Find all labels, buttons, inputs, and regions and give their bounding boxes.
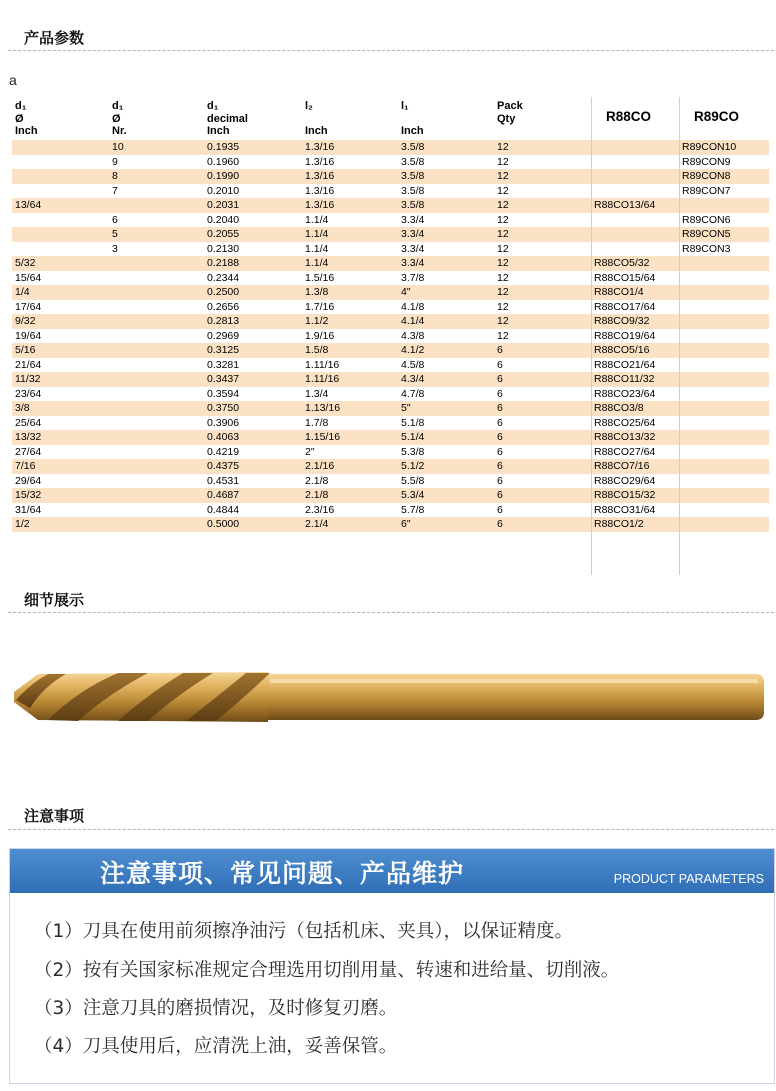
table-cell: 5 — [112, 228, 118, 240]
table-cell: 0.3281 — [207, 358, 240, 371]
stray-text: a — [9, 72, 17, 88]
table-cell: R89CON9 — [682, 155, 731, 168]
table-cell: 6 — [497, 373, 503, 385]
note-item: （2）按有关国家标准规定合理选用切削用量、转速和进给量、切削液。 — [34, 960, 620, 981]
table-cell: 2.1/8 — [305, 474, 329, 487]
table-cell: 1.13/16 — [305, 402, 341, 414]
spec-table — [12, 97, 769, 532]
table-cell: 3.5/8 — [401, 184, 425, 197]
table-row — [12, 416, 769, 431]
table-cell: 1/4 — [15, 286, 30, 298]
table-cell: 12 — [497, 271, 509, 284]
table-cell: 1/2 — [15, 518, 30, 530]
table-cell: 6 — [497, 431, 503, 443]
table-cell: 0.2344 — [207, 271, 240, 284]
table-cell: 12 — [497, 242, 509, 255]
table-header-cell: d₁ Ø Inch — [15, 100, 38, 137]
table-cell: 6 — [497, 387, 503, 400]
column-divider — [591, 140, 592, 575]
note-item: （1）刀具在使用前须擦净油污（包括机床、夹具），以保证精度。 — [34, 921, 574, 942]
table-cell: 13/32 — [15, 431, 42, 443]
section-divider — [8, 50, 774, 51]
table-cell: 1.7/8 — [305, 416, 329, 429]
table-cell: R88CO31/64 — [594, 503, 656, 516]
table-cell: R89CON10 — [682, 141, 737, 153]
table-cell: R88CO29/64 — [594, 474, 656, 487]
table-cell: 1.3/16 — [305, 170, 335, 182]
note-item: （3）注意刀具的磨损情况，及时修复刃磨。 — [34, 998, 398, 1019]
table-cell: 4.5/8 — [401, 358, 425, 371]
table-cell: 1.1/4 — [305, 257, 329, 269]
table-cell: R89CON3 — [682, 242, 731, 255]
table-cell: 12 — [497, 155, 509, 168]
table-cell: 11/32 — [15, 373, 41, 385]
table-cell: 5.3/8 — [401, 445, 425, 458]
table-cell: 12 — [497, 257, 509, 269]
table-cell: 1.3/16 — [305, 141, 335, 153]
table-cell: 1.3/4 — [305, 387, 329, 400]
table-cell: 1.3/16 — [305, 199, 335, 211]
table-cell: R88CO17/64 — [594, 300, 656, 313]
table-cell: 0.3125 — [207, 344, 240, 356]
table-row — [12, 503, 769, 518]
table-cell: 3.3/4 — [401, 213, 425, 226]
table-cell: 1.1/4 — [305, 228, 329, 240]
table-row — [12, 213, 769, 228]
table-cell: 1.1/4 — [305, 213, 329, 226]
table-row — [12, 430, 769, 445]
table-cell: 4.3/8 — [401, 329, 425, 342]
table-cell: 5/32 — [15, 257, 36, 269]
table-cell: R88CO15/32 — [594, 489, 656, 501]
table-cell: 5/16 — [15, 344, 36, 356]
table-cell: 12 — [497, 315, 509, 327]
table-cell: 0.2031 — [207, 199, 240, 211]
table-cell: 29/64 — [15, 474, 42, 487]
table-row — [12, 387, 769, 402]
table-cell: R89CON7 — [682, 184, 731, 197]
table-cell: 0.1935 — [207, 141, 240, 153]
table-cell: 0.3906 — [207, 416, 240, 429]
table-cell: 6 — [497, 518, 503, 530]
column-divider — [679, 140, 680, 575]
table-cell: 12 — [497, 286, 509, 298]
table-cell: 0.2130 — [207, 242, 240, 255]
table-cell: R89CON5 — [682, 228, 731, 240]
table-cell: 0.5000 — [207, 518, 240, 530]
table-cell: 1.9/16 — [305, 329, 335, 342]
table-cell: 13/64 — [15, 199, 42, 211]
table-cell: 6 — [497, 460, 503, 472]
table-cell: 1.5/8 — [305, 344, 329, 356]
notes-banner-title: 注意事项、常见问题、产品维护 — [100, 859, 465, 888]
table-cell: 8 — [112, 170, 118, 182]
table-cell: 2.1/16 — [305, 460, 335, 472]
table-row — [12, 329, 769, 344]
table-cell: 27/64 — [15, 445, 42, 458]
table-cell: R88CO7/16 — [594, 460, 650, 472]
note-item: （4）刀具使用后，应清洗上油，妥善保管。 — [34, 1036, 398, 1057]
notes-banner-subtitle: PRODUCT PARAMETERS — [613, 872, 764, 886]
table-cell: 6 — [497, 344, 503, 356]
table-cell: R89CON6 — [682, 213, 731, 226]
table-cell: 12 — [497, 300, 509, 313]
table-cell: 0.3594 — [207, 387, 240, 400]
table-cell: 0.2656 — [207, 300, 240, 313]
table-cell: 3.5/8 — [401, 170, 425, 182]
table-cell: 0.4844 — [207, 503, 240, 516]
table-cell: 3.3/4 — [401, 228, 425, 240]
table-cell: 0.2188 — [207, 257, 240, 269]
table-header-cell: l₁ Inch — [401, 100, 424, 137]
table-cell: 4.1/2 — [401, 344, 425, 356]
table-cell: 0.2010 — [207, 184, 240, 197]
table-cell: 12 — [497, 329, 509, 342]
section-title-notes: 注意事项 — [24, 807, 85, 825]
table-cell: 3.5/8 — [401, 155, 425, 168]
table-cell: 0.4063 — [207, 431, 240, 443]
table-cell: 23/64 — [15, 387, 42, 400]
table-cell: 4.1/4 — [401, 315, 425, 327]
table-cell: 3.7/8 — [401, 271, 425, 284]
table-row — [12, 140, 769, 155]
table-cell: 9 — [112, 155, 118, 168]
notes-panel — [9, 848, 775, 1084]
table-cell: R88CO1/4 — [594, 286, 644, 298]
table-cell: R88CO11/32 — [594, 373, 655, 385]
table-row — [12, 242, 769, 257]
section-divider — [8, 612, 774, 613]
table-cell: 0.2813 — [207, 315, 240, 327]
table-row — [12, 227, 769, 242]
table-cell: 2.1/4 — [305, 518, 329, 530]
table-cell: 6 — [112, 213, 118, 226]
table-cell: 5.1/4 — [401, 431, 425, 443]
table-cell: 0.4687 — [207, 489, 240, 501]
table-cell: R88CO5/16 — [594, 344, 650, 356]
table-cell: R88CO25/64 — [594, 416, 656, 429]
table-cell: 17/64 — [15, 300, 42, 313]
table-cell: 0.4375 — [207, 460, 240, 472]
table-cell: 6 — [497, 489, 503, 501]
table-cell: 1.11/16 — [305, 373, 340, 385]
header-divider — [679, 97, 680, 140]
table-cell: 2.3/16 — [305, 503, 335, 516]
table-cell: 6" — [401, 518, 411, 530]
table-row — [12, 198, 769, 213]
table-cell: 0.1960 — [207, 155, 240, 168]
table-row — [12, 358, 769, 373]
table-cell: 9/32 — [15, 315, 36, 327]
table-cell: R88CO19/64 — [594, 329, 656, 342]
table-cell: 5.7/8 — [401, 503, 425, 516]
table-cell: 0.2055 — [207, 228, 240, 240]
table-cell: 12 — [497, 170, 509, 182]
table-row — [12, 488, 769, 503]
table-cell: 10 — [112, 141, 124, 153]
table-cell: 4.1/8 — [401, 300, 425, 313]
table-cell: 3.3/4 — [401, 242, 425, 255]
table-cell: 6 — [497, 445, 503, 458]
table-row — [12, 343, 769, 358]
table-cell: R88CO9/32 — [594, 315, 650, 327]
table-cell: R88CO23/64 — [594, 387, 656, 400]
table-cell: R88CO21/64 — [594, 358, 656, 371]
table-cell: 6 — [497, 503, 503, 516]
table-cell: 4.3/4 — [401, 373, 425, 385]
table-cell: 6 — [497, 402, 503, 414]
table-row — [12, 459, 769, 474]
table-cell: R88CO13/32 — [594, 431, 656, 443]
table-cell: 5.1/8 — [401, 416, 425, 429]
table-cell: R88CO13/64 — [594, 199, 656, 211]
table-cell: 0.2969 — [207, 329, 240, 342]
table-row — [12, 517, 769, 532]
table-row — [12, 184, 769, 199]
section-title-params: 产品参数 — [24, 29, 85, 47]
table-cell: 15/32 — [15, 489, 42, 501]
table-cell: 12 — [497, 228, 509, 240]
table-cell: 5" — [401, 402, 411, 414]
table-cell: 3.3/4 — [401, 257, 425, 269]
table-cell: 12 — [497, 141, 509, 153]
table-cell: R89CON8 — [682, 170, 731, 182]
table-header-cell: R88CO — [606, 109, 652, 124]
table-cell: R88CO15/64 — [594, 271, 656, 284]
table-header-cell: d₁ Ø Nr. — [112, 100, 127, 137]
table-cell: 3.5/8 — [401, 141, 425, 153]
table-cell: 0.2500 — [207, 286, 240, 298]
table-cell: 5.1/2 — [401, 460, 425, 472]
table-row — [12, 285, 769, 300]
table-cell: 1.15/16 — [305, 431, 341, 443]
drill-bit-image — [8, 660, 768, 730]
spec-table-body — [12, 140, 769, 532]
table-row — [12, 155, 769, 170]
table-cell: R88CO3/8 — [594, 402, 644, 414]
section-divider — [8, 829, 774, 830]
table-cell: 25/64 — [15, 416, 42, 429]
table-cell: 1.7/16 — [305, 300, 335, 313]
table-cell: 21/64 — [15, 358, 42, 371]
table-cell: 1.3/16 — [305, 184, 335, 197]
table-cell: 2" — [305, 445, 315, 458]
table-header-cell: d₁ decimal Inch — [207, 100, 248, 137]
table-cell: 0.4219 — [207, 445, 240, 458]
table-cell: 0.1990 — [207, 170, 240, 182]
section-title-detail: 细节展示 — [24, 591, 85, 609]
table-cell: 6 — [497, 358, 503, 371]
table-row — [12, 314, 769, 329]
table-cell: 6 — [497, 416, 503, 429]
table-row — [12, 271, 769, 286]
table-cell: 12 — [497, 184, 509, 197]
table-row — [12, 474, 769, 489]
table-cell: 31/64 — [15, 503, 42, 516]
table-cell: 2.1/8 — [305, 489, 329, 501]
table-cell: 0.3437 — [207, 373, 240, 385]
table-cell: R88CO1/2 — [594, 518, 644, 530]
table-cell: 3.5/8 — [401, 199, 425, 211]
table-cell: 7 — [112, 184, 118, 197]
table-header-cell: Pack Qty — [497, 100, 523, 125]
table-cell: 1.3/8 — [305, 286, 329, 298]
table-cell: 6 — [497, 474, 503, 487]
table-cell: 12 — [497, 199, 509, 211]
table-cell: 0.3750 — [207, 402, 240, 414]
table-cell: 5.3/4 — [401, 489, 425, 501]
table-row — [12, 300, 769, 315]
spec-table-header — [12, 97, 769, 140]
table-cell: 0.2040 — [207, 213, 240, 226]
table-row — [12, 372, 769, 387]
table-row — [12, 401, 769, 416]
table-cell: 15/64 — [15, 271, 42, 284]
table-cell: 1.3/16 — [305, 155, 335, 168]
table-row — [12, 256, 769, 271]
table-cell: 1.1/4 — [305, 242, 329, 255]
table-cell: 1.11/16 — [305, 358, 340, 371]
table-cell: 3 — [112, 242, 118, 255]
table-row — [12, 445, 769, 460]
table-cell: R88CO27/64 — [594, 445, 656, 458]
table-header-cell: l₂ Inch — [305, 100, 328, 137]
table-cell: 5.5/8 — [401, 474, 425, 487]
header-divider — [591, 97, 592, 140]
table-cell: 3/8 — [15, 402, 30, 414]
table-cell: 19/64 — [15, 329, 42, 342]
table-cell: 7/16 — [15, 460, 36, 472]
table-cell: 4.7/8 — [401, 387, 425, 400]
table-header-cell: R89CO — [694, 109, 740, 124]
table-cell: 0.4531 — [207, 474, 240, 487]
notes-banner — [10, 849, 774, 893]
table-cell: 12 — [497, 213, 509, 226]
table-cell: 1.5/16 — [305, 271, 335, 284]
table-cell: 1.1/2 — [305, 315, 329, 327]
table-cell: R88CO5/32 — [594, 257, 650, 269]
table-cell: 4" — [401, 286, 411, 298]
table-row — [12, 169, 769, 184]
